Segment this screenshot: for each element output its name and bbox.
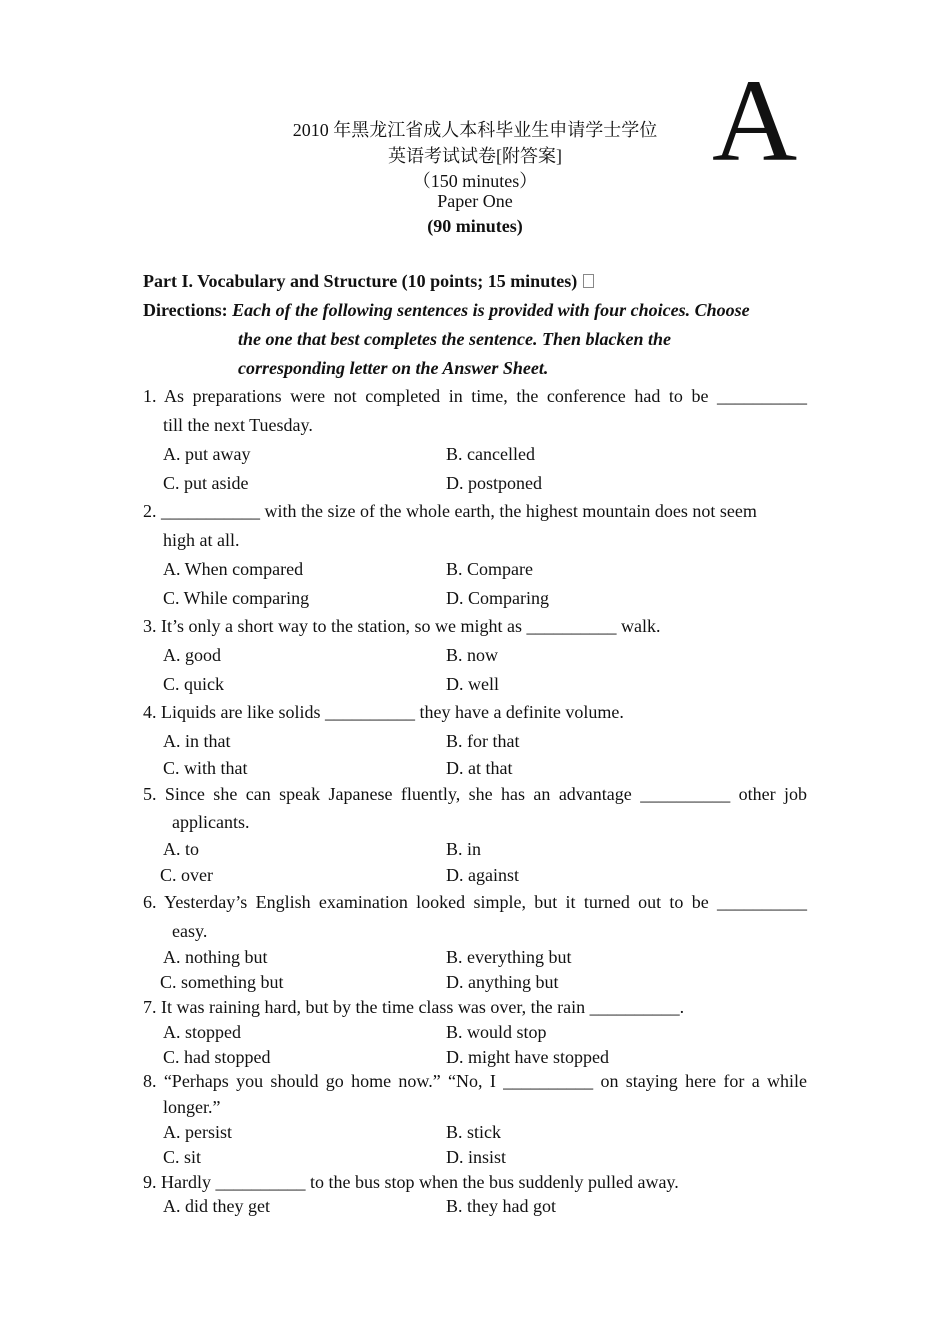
question-2-stem: 2. ___________ with the size of the whole earth, the highest mountain does not seem — [143, 501, 757, 521]
option-d: D. anything but — [446, 972, 559, 992]
option-c: C. with that — [163, 758, 248, 778]
directions-line: corresponding letter on the Answer Sheet. — [238, 358, 549, 378]
option-d: D. Comparing — [446, 588, 549, 608]
option-c: C. While comparing — [163, 588, 310, 608]
option-b: B. would stop — [446, 1022, 547, 1042]
option-b: B. they had got — [446, 1196, 556, 1216]
question-6-stem: 6. Yesterday’s English examination looked simple, but it turned out to be __________ — [143, 892, 807, 912]
question-5-stem: 5. Since she can speak Japanese fluently, she has an advantage __________ other job — [143, 784, 807, 804]
question-2-stem-cont: high at all. — [163, 530, 240, 550]
option-b: B. cancelled — [446, 444, 535, 464]
question-8-stem-cont: longer.” — [163, 1097, 221, 1117]
question-1-stem-cont: till the next Tuesday. — [163, 415, 313, 435]
title-line-2: 英语考试试卷[附答案] — [388, 146, 562, 166]
option-c: C. something but — [160, 972, 284, 992]
directions-row — [143, 300, 750, 321]
option-d: D. postponed — [446, 473, 542, 493]
option-b: B. stick — [446, 1122, 502, 1142]
option-d: D. insist — [446, 1147, 507, 1167]
option-a: A. to — [163, 839, 199, 859]
option-a: A. put away — [163, 444, 251, 464]
part1-heading: Part I. Vocabulary and Structure (10 points; 15 minutes) — [143, 271, 594, 292]
option-d: D. might have stopped — [446, 1047, 609, 1067]
option-b: B. now — [446, 645, 499, 665]
question-5-stem-cont: applicants. — [172, 812, 250, 832]
option-d: D. well — [446, 674, 499, 694]
paper-name: Paper One — [437, 191, 513, 211]
directions-label: Directions: — [143, 300, 228, 320]
question-6-stem-cont: easy. — [172, 921, 208, 941]
option-c: C. over — [160, 865, 213, 885]
option-c: C. had stopped — [163, 1047, 271, 1067]
option-a: A. in that — [163, 731, 231, 751]
option-a: A. good — [163, 645, 221, 665]
question-4-stem: 4. Liquids are like solids __________ they have a definite volume. — [143, 702, 624, 722]
option-b: B. everything but — [446, 947, 572, 967]
option-c: C. sit — [163, 1147, 202, 1167]
question-7-stem: 7. It was raining hard, but by the time class was over, the rain __________. — [143, 997, 685, 1017]
option-b: B. in — [446, 839, 482, 859]
option-a: A. nothing but — [163, 947, 268, 967]
option-a: A. When compared — [163, 559, 304, 579]
option-c: C. put aside — [163, 473, 249, 493]
option-c: C. quick — [163, 674, 224, 694]
option-b: B. for that — [446, 731, 520, 751]
title-line-1: 2010 年黑龙江省成人本科毕业生申请学士学位 — [292, 120, 658, 140]
paper-letter: A — [712, 55, 798, 186]
question-9-stem: 9. Hardly __________ to the bus stop when the bus suddenly pulled away. — [143, 1172, 679, 1192]
option-d: D. against — [446, 865, 519, 885]
question-8-stem: 8. “Perhaps you should go home now.” “No, I __________ on staying here for a while — [143, 1071, 807, 1091]
directions-line: the one that best completes the sentence. Then blacken the — [238, 329, 671, 349]
placeholder-box-icon — [583, 274, 594, 288]
option-a: A. persist — [163, 1122, 232, 1142]
option-d: D. at that — [446, 758, 513, 778]
duration-total: （150 minutes） — [412, 171, 538, 191]
question-1-stem: 1. As preparations were not completed in time, the conference had to be __________ — [143, 386, 807, 406]
directions-line: Each of the following sentences is provided with four choices. Choose — [232, 300, 750, 320]
option-a: A. did they get — [163, 1196, 270, 1216]
paper-duration: (90 minutes) — [427, 216, 523, 236]
option-b: B. Compare — [446, 559, 533, 579]
option-a: A. stopped — [163, 1022, 241, 1042]
question-3-stem: 3. It’s only a short way to the station, so we might as __________ walk. — [143, 616, 661, 636]
